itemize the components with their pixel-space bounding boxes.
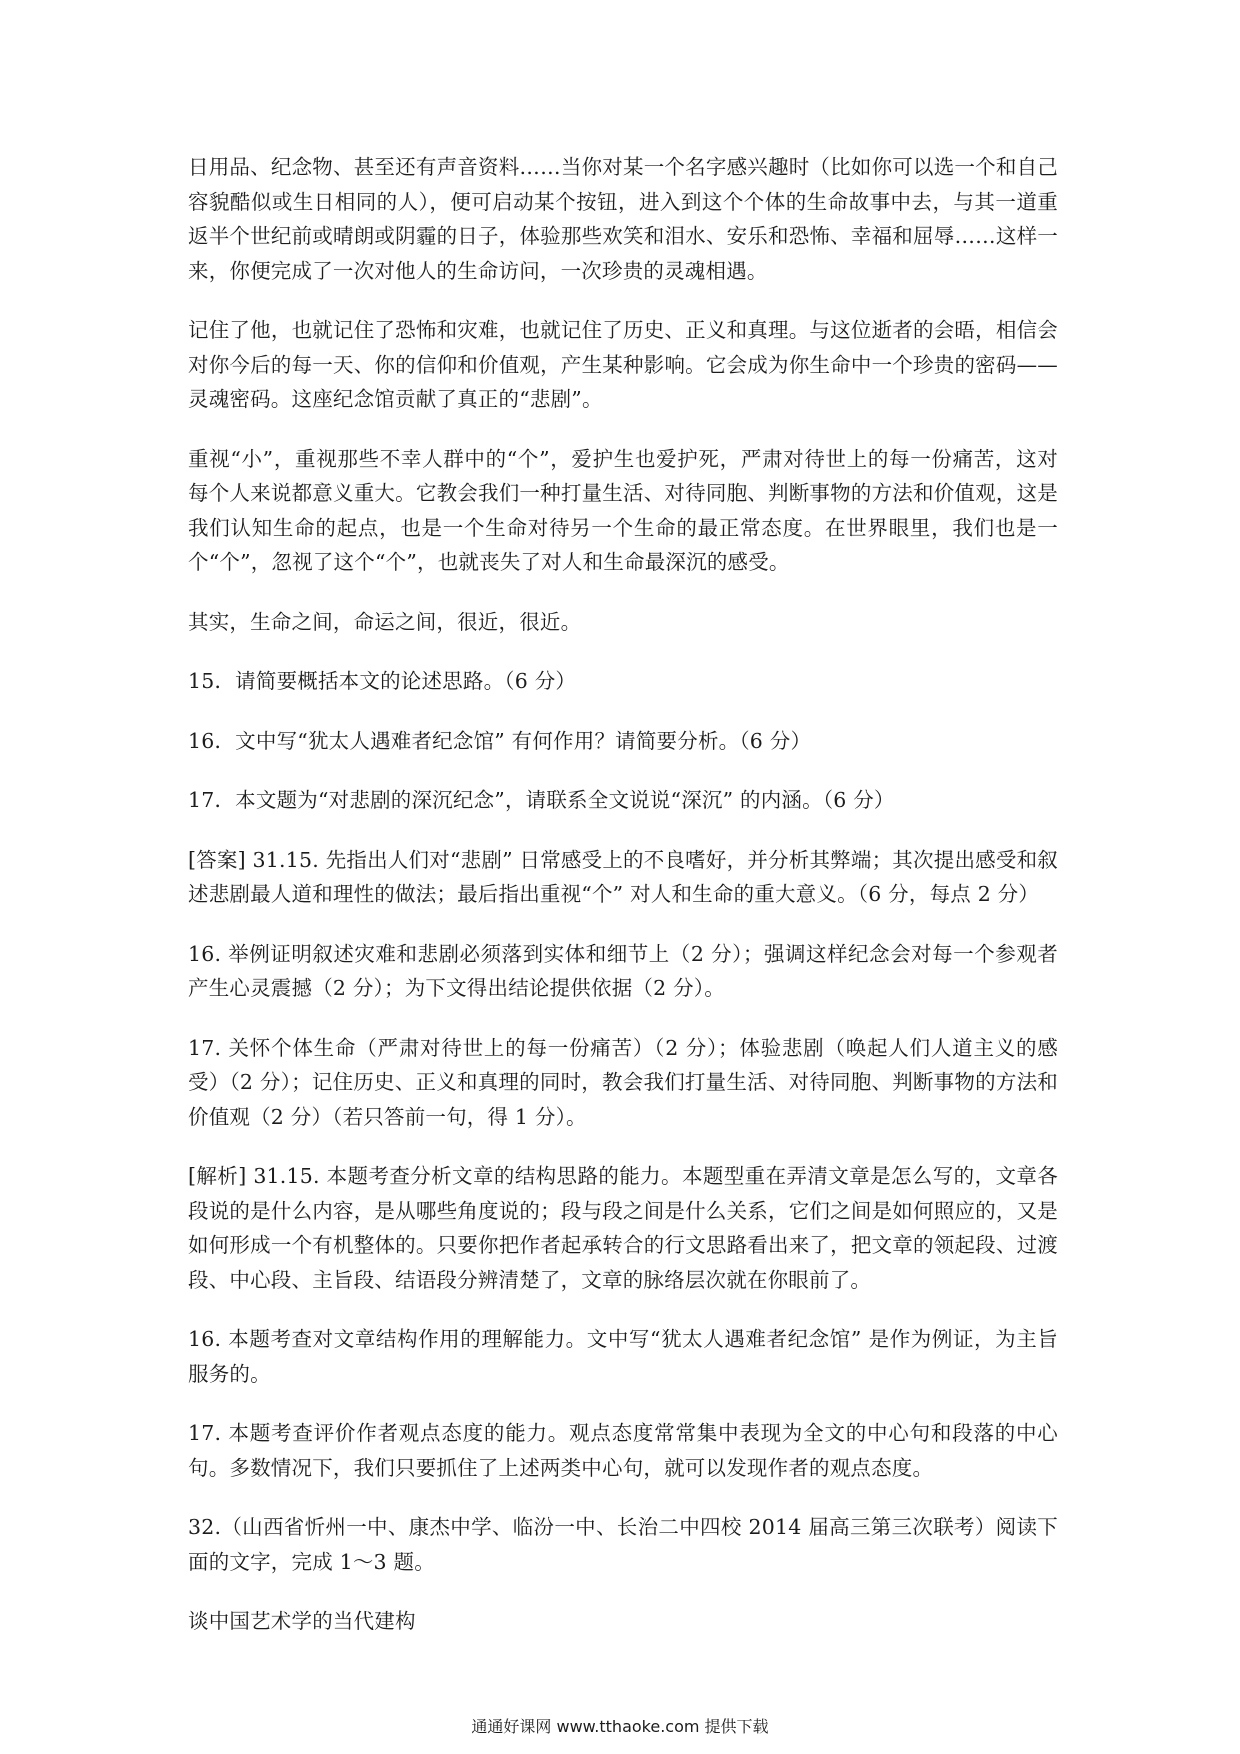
analysis-17: 17. 本题考查评价作者观点态度的能力。观点态度常常集中表现为全文的中心句和段落的中心句。多数情况下，我们只要抓住了上述两类中心句，就可以发现作者的观点态度。 — [188, 1421, 1058, 1480]
paragraph-memorial-description: 日用品、纪念物、甚至还有声音资料……当你对某一个名字感兴趣时（比如你可以选一个和自己容貌酷似或生日相同的人），便可启动某个按钮，进入到这个个体的生命故事中去，与其一道重返半个世纪前或晴朗或阴霾的日子，体验那些欢笑和泪水、安乐和恐怖、幸福和屈辱……这样一来，你便完成了一次对他人的生命访问，一次珍贵的灵魂相遇。 — [188, 155, 1058, 283]
document-body — [188, 150, 1058, 1664]
question-16: 16．文中写“犹太人遇难者纪念馆” 有何作用？请简要分析。（6 分） — [188, 728, 812, 753]
answer-16: 16. 举例证明叙述灾难和悲剧必须落到实体和细节上（2 分）；强调这样纪念会对每一个参观者产生心灵震撼（2 分）；为下文得出结论提供依据（2 分）。 — [188, 941, 1058, 1000]
analysis-15: [解析] 31.15. 本题考查分析文章的结构思路的能力。本题型重在弄清文章是怎么写的，文章各段说的是什么内容，是从哪些角度说的；段与段之间是什么关系，它们之间是如何照应的，又是如何形成一个有机整体的。只要你把作者起承转合的行文思路看出来了，把文章的领起段、过渡段、中心段、主旨段、结语段分辨清楚了，文章的脉络层次就在你眼前了。 — [188, 1164, 1058, 1292]
paragraph-remember-him: 记住了他，也就记住了恐怖和灾难，也就记住了历史、正义和真理。与这位逝者的会晤，相信会对你今后的每一天、你的信仰和价值观，产生某种影响。它会成为你生命中一个珍贵的密码——灵魂密码。这座纪念馆贡献了真正的“悲剧”。 — [188, 318, 1058, 411]
answer-17: 17. 关怀个体生命（严肃对待世上的每一份痛苦）（2 分）；体验悲剧（唤起人们人道主义的感受）（2 分）；记住历史、正义和真理的同时，教会我们打量生活、对待同胞、判断事物的方法和价值观（2 分）（若只答前一句，得 1 分）。 — [188, 1035, 1058, 1129]
paragraph-closing-line: 其实，生命之间，命运之间，很近，很近。 — [188, 609, 582, 634]
paragraph-value-small: 重视“小”，重视那些不幸人群中的“个”，爱护生也爱护死，严肃对待世上的每一份痛苦，这对每个人来说都意义重大。它教会我们一种打量生活、对待同胞、判断事物的方法和价值观，这是我们认知生命的起点，也是一个生命对待另一个生命的最正常态度。在世界眼里，我们也是一个“个”，忽视了这个“个”，也就丧失了对人和生命最深沉的感受。 — [188, 446, 1058, 574]
answer-15: [答案] 31.15. 先指出人们对“悲剧” 日常感受上的不良嗜好，并分析其弊端；其次提出感受和叙述悲剧最人道和理性的做法；最后指出重视“个” 对人和生命的重大意义。（6 分，每点 2 分） — [188, 847, 1058, 906]
question-17: 17．本文题为“对悲剧的深沉纪念”，请联系全文说说“深沉” 的内涵。（6 分） — [188, 788, 895, 812]
question-32-intro: 32.（山西省忻州一中、康杰中学、临汾一中、长治二中四校 2014 届高三第三次联考）阅读下面的文字，完成 1～3 题。 — [188, 1515, 1058, 1574]
analysis-16: 16. 本题考查对文章结构作用的理解能力。文中写“犹太人遇难者纪念馆” 是作为例证，为主旨服务的。 — [188, 1327, 1058, 1386]
page-footer: 通通好课网 www.tthaoke.com 提供下载 — [471, 1717, 769, 1736]
question-15: 15．请简要概括本文的论述思路。（6 分） — [188, 669, 577, 693]
article-title: 谈中国艺术学的当代建构 — [188, 1609, 416, 1633]
